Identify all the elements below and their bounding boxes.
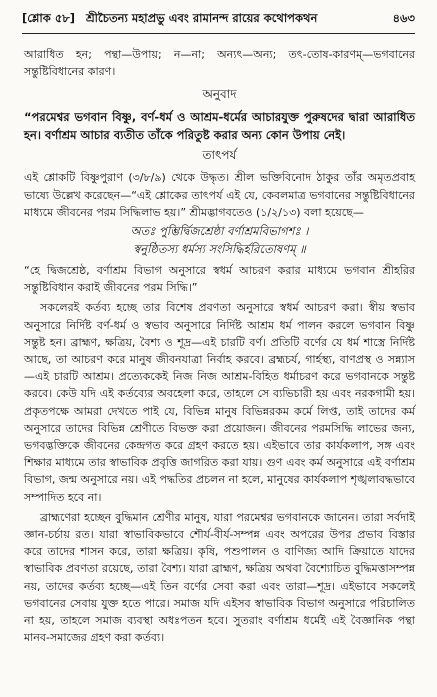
- page-number: ৪৬৩: [392, 11, 415, 25]
- translation-heading: অনুবাদ: [202, 87, 237, 102]
- purport-heading: তাৎপর্য: [202, 148, 237, 163]
- chapter-title: শ্রীচৈতন্য মহাপ্রভু এবং রামানন্দ রায়ের কথোপকথন: [86, 11, 318, 25]
- quote-translation: “হে দ্বিজশ্রেষ্ঠ, বর্ণাশ্রম বিভাগ অনুসারে স্বধর্ম আচরণ করার মাধ্যমে ভগবান শ্রীহরির সন্তুষ্টিবিধান করাই জীবনের পরম সিদ্ধি।”: [24, 264, 415, 295]
- translation-text: “পরমেশ্বর ভগবান বিষ্ণু, বর্ণ-ধর্ম ও আশ্রম-ধর্মের আচারযুক্ত পুরুষদের দ্বারা আরাধিত হন। বর্ণাশ্রম আচার ব্যতীত তাঁকে পরিতুষ্ট করার অন্য কোন উপায় নেই।: [24, 110, 415, 143]
- sanskrit-line-2: স্বনুষ্ঠিতস্য ধর্মস্য সংসিদ্ধির্হরিতোষণম্ ॥: [133, 242, 306, 257]
- sanskrit-line-1: অতঃ পুম্ভির্দ্বিজশ্রেষ্ঠা বর্ণাশ্রমবিভাগশঃ ।: [130, 224, 309, 239]
- sanskrit-verse: [24, 222, 415, 258]
- header-rule: [22, 33, 415, 34]
- purport-paragraph-1: সকলেরই কর্তব্য হচ্ছে তার বিশেষ প্রবণতা অনুসারে স্বধর্ম আচরণ করা। স্বীয় স্বভাব অনুসারে নির্দিষ্ট বর্ণ-ধর্ম ও স্বভাব অনুসারে নির্দিষ্ট আশ্রম ধর্ম পালন করলে ভগবান বিষ্ণু সন্তুষ্ট হন। ব্রাহ্মণ, ক্ষত্রিয়, বৈশ্য ও শূদ্র—এই চারটি বর্ণ। প্রতিটি বর্ণের যে ধর্ম শাস্ত্রে নির্দিষ্ট আছে, তা আচরণ করে মানুষ জীবনযাত্রা নির্বাহ করবে। ব্রহ্মচর্য, গার্হস্থ্য, বাণপ্রস্থ ও সন্ন্যাস—এই চারটি আশ্রম। প্রত্যেককেই নিজ নিজ আশ্রম-বিহিত ধর্মাচরণ করে ভগবানকে সন্তুষ্ট করবে। কেউ যদি এই কর্তব্যের অবহেলা করে, তাহলে সে ব্যভিচারী হয় এবং নরকগামী হয়। প্রকৃতপক্ষে আমরা দেখতে পাই যে, বিভিন্ন মানুষ বিভিন্নরকম কর্মে লিপ্ত, তাই তাদের কর্ম অনুসারে তাদের বিভিন্ন শ্রেণীতে বিভক্ত করা প্রয়োজন। জীবনের পরমসিদ্ধি লাভের জন্য, ভগবদ্ভক্তিকে জীবনের কেন্দ্রগত করে গ্রহণ করতে হয়। এইভাবে তার কার্যকলাপ, সঙ্গ এবং শিক্ষার মাধ্যমে তার স্বাভাবিক প্রবৃত্তি জাগরিত করা যায়। গুণ এবং কর্ম অনুসারে এই বর্ণাশ্রম বিভাগ, জন্ম অনুসারে নয়। এই পদ্ধতির প্রচলন না হলে, মানুষের কার্যকলাপ শৃঙ্খলাবদ্ধভাবে সম্পাদিত হবে না।: [24, 301, 415, 504]
- purport-paragraph-2: ব্রাহ্মণেরা হচ্ছেন বুদ্ধিমান শ্রেণীর মানুষ, যারা পরমেশ্বর ভগবানকে জানেন। তারা সর্বদাই জ্ঞান-চর্চায় রত। যারা স্বাভাবিকভাবে শৌর্য-বীর্য-সম্পন্ন এবং অপরের উপর প্রভাব বিস্তার করে তাদের শাসন করে, তারা ক্ষত্রিয়। কৃষি, পশুপালন ও বাণিজ্য আদি ক্রিয়াতে যাদের স্বাভাবিক প্রবণতা রয়েছে, তারা বৈশ্য। যারা ব্রাহ্মণ, ক্ষত্রিয় অথবা বৈশ্যোচিত বুদ্ধিমত্তাসম্পন্ন নয়, তাদের কর্তব্য হচ্ছে—এই তিন বর্ণের সেবা করা এবং তারা—শূদ্র। এইভাবে সকলেই ভগবানের সেবায় যুক্ত হতে পারে। সমাজ যদি এইসব স্বাভাবিক বিভাগ অনুসারে পরিচালিত না হয়, তাহলে সমাজ ব্যবস্থা অধঃপতন হবে। সুতরাং বর্ণাশ্রম ধর্মেই এই বৈজ্ঞানিক পন্থা মানব-সমাজের গ্রহণ করা কর্তব্য।: [24, 510, 415, 645]
- page-body: [24, 46, 415, 646]
- word-gloss: আরাধিত হন; পন্থা—উপায়; ন—না; অন্যৎ—অন্য; তৎ-তোষ-কারণম্—ভগবানের সন্তুষ্টিবিধানের কারণ।: [24, 48, 415, 79]
- verse-reference: [শ্লোক ৫৮]: [22, 11, 75, 25]
- purport-intro: এই শ্লোকটি বিষ্ণুপুরাণ (৩/৮/৯) থেকে উদ্ধৃত। শ্রীল ভক্তিবিনোদ ঠাকুর তাঁর অমৃতপ্রবাহ ভাষ্যে উল্লেখ করেছেন—“এই শ্লোকের তাৎপর্য এই যে, কেবলমাত্র ভগবানের সন্তুষ্টিবিধানের মাধ্যমে জীবনের পরম সিদ্ধিলাভ হয়।” শ্রীমদ্ভাগবতেও (১/২/১৩) বলা হয়েছে—: [24, 171, 415, 219]
- page-header: [22, 10, 415, 32]
